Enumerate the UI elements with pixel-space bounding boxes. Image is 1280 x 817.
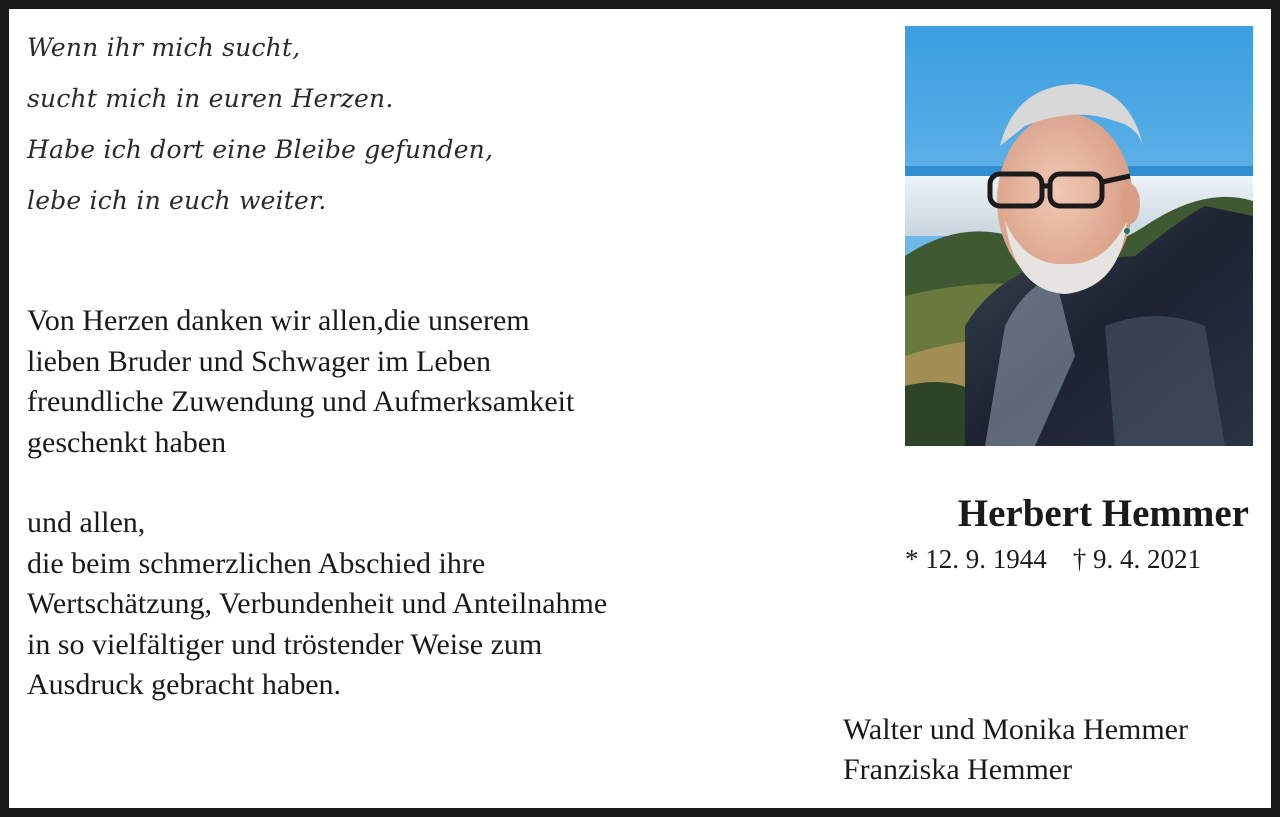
thanks-line: freundliche Zuwendung und Aufmerksamkeit (27, 385, 575, 418)
memorial-poem (27, 29, 727, 233)
portrait-photo (905, 26, 1253, 446)
thanks-line: Ausdruck gebracht haben. (27, 668, 342, 701)
signer-name: Walter und Monika Hemmer (843, 713, 1188, 746)
thanks-line: Von Herzen danken wir allen,die unserem (27, 304, 530, 337)
thanks-line: in so vielfältiger und tröstender Weise zum (27, 627, 543, 661)
poem-line: Habe ich dort eine Bleibe gefunden, (27, 135, 494, 164)
paragraph-gap (27, 463, 747, 503)
birth-date: * 12. 9. 1944 (905, 544, 1047, 574)
thanks-line: geschenkt haben (27, 425, 227, 459)
portrait-illustration (905, 26, 1253, 446)
thank-you-text (27, 301, 747, 706)
poem-line: lebe ich in euch weiter. (27, 186, 327, 215)
poem-line: sucht mich in euren Herzen. (27, 84, 394, 113)
thanks-line: und allen, (27, 506, 146, 539)
death-date: † 9. 4. 2021 (1072, 544, 1201, 574)
signer-name: Franziska Hemmer (843, 753, 1073, 786)
thanks-line: lieben Bruder und Schwager im Leben (27, 344, 492, 378)
deceased-name: Herbert Hemmer (957, 492, 1249, 535)
signers (843, 710, 1263, 790)
life-dates (905, 542, 1235, 576)
thanks-line: die beim schmerzlichen Abschied ihre (27, 546, 486, 580)
thanks-line: Wertschätzung, Verbundenheit und Anteilnahme (27, 587, 608, 620)
obituary-card (9, 9, 1271, 808)
poem-line: Wenn ihr mich sucht, (27, 33, 301, 62)
